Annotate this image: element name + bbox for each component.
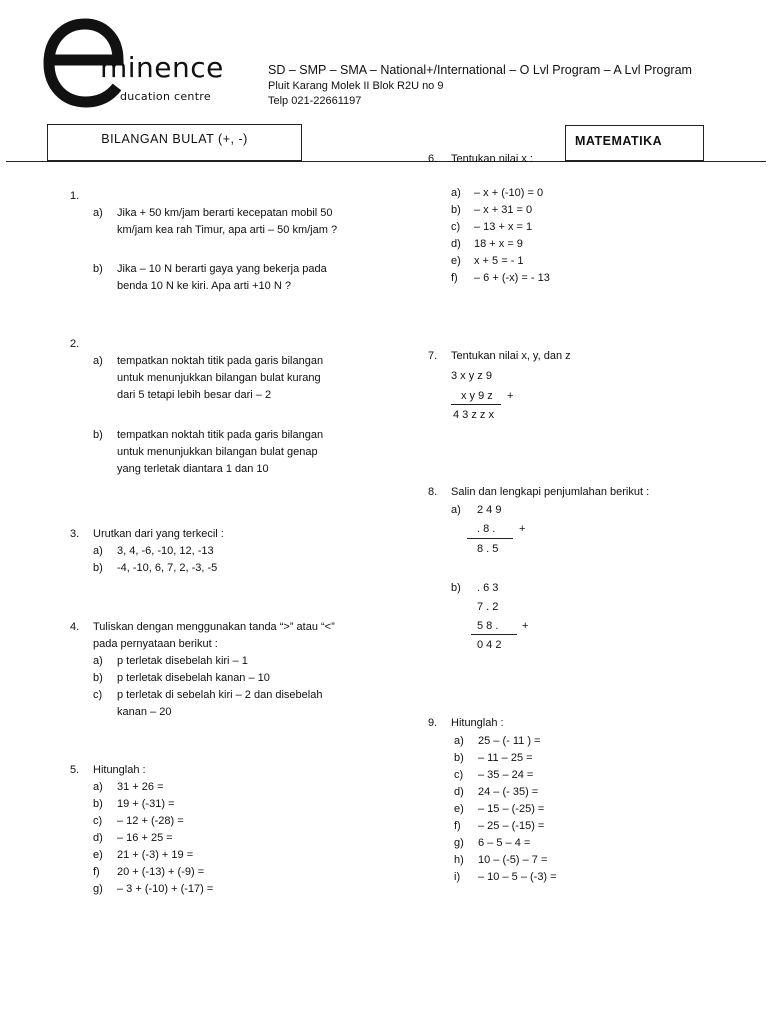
q5f-label: f)	[93, 866, 100, 878]
q9f-text: – 25 – (-15) =	[478, 820, 545, 832]
q5f-text: 20 + (-13) + (-9) =	[117, 866, 205, 878]
q9g-label: g)	[454, 837, 464, 849]
q5g-label: g)	[93, 883, 103, 895]
q7-row2: x y 9 z	[461, 390, 493, 402]
q6b-text: – x + 31 = 0	[474, 204, 533, 216]
q4c-line2: kanan – 20	[117, 706, 172, 718]
q9b-text: – 11 – 25 =	[478, 752, 533, 764]
q4-title-line1: Tuliskan dengan menggunakan tanda “>” atau “<”	[93, 621, 335, 633]
q4b-label: b)	[93, 672, 103, 684]
q5a-text: 31 + 26 =	[117, 781, 164, 793]
q6-number: 6.	[428, 153, 438, 165]
q8a-row1: 2 4 9	[477, 504, 502, 516]
q8-title: Salin dan lengkapi penjumlahan berikut :	[451, 486, 650, 498]
q8b-row3: 5 8 .	[477, 620, 499, 632]
q4-number: 4.	[70, 621, 80, 633]
q7-result: 4 3 z z x	[453, 409, 494, 421]
q6d-label: d)	[451, 238, 461, 250]
q8b-sum-line	[471, 634, 517, 635]
q4c-label: c)	[93, 689, 103, 701]
logo-subtitle: ducation centre	[120, 90, 211, 103]
q5e-text: 21 + (-3) + 19 =	[117, 849, 194, 861]
subject-title: MATEMATIKA	[575, 134, 663, 148]
q1a-label: a)	[93, 207, 103, 219]
q9e-text: – 15 – (-25) =	[478, 803, 545, 815]
q8b-label: b)	[451, 582, 461, 594]
q9d-label: d)	[454, 786, 464, 798]
q4a-label: a)	[93, 655, 103, 667]
q5-title: Hitunglah :	[93, 764, 146, 776]
q9i-label: i)	[454, 871, 461, 883]
q5d-text: – 16 + 25 =	[117, 832, 173, 844]
q5c-label: c)	[93, 815, 103, 827]
q5g-text: – 3 + (-10) + (-17) =	[117, 883, 214, 895]
q2b-line3: yang terletak diantara 1 dan 10	[117, 463, 269, 475]
q4-title-line2: pada pernyataan berikut :	[93, 638, 218, 650]
q2a-line3: dari 5 tetapi lebih besar dari – 2	[117, 389, 272, 401]
q8b-row1: . 6 3	[477, 582, 499, 594]
q7-sum-line	[451, 404, 501, 405]
q7-number: 7.	[428, 350, 438, 362]
q1a-line2: km/jam kea rah Timur, apa arti – 50 km/jam ?	[117, 224, 338, 236]
phone-line: Telp 021-22661197	[268, 95, 362, 107]
q6c-label: c)	[451, 221, 461, 233]
q8a-sum-line	[467, 538, 513, 539]
subject-box	[565, 125, 704, 161]
q4c-line1: p terletak di sebelah kiri – 2 dan disebelah	[117, 689, 323, 701]
q9f-label: f)	[454, 820, 461, 832]
q3a-text: 3, 4, -6, -10, 12, -13	[117, 545, 214, 557]
q9e-label: e)	[454, 803, 464, 815]
q1b-label: b)	[93, 263, 103, 275]
q6a-text: – x + (-10) = 0	[474, 187, 544, 199]
topic-title: BILANGAN BULAT (+, -)	[101, 132, 248, 146]
q6b-label: b)	[451, 204, 461, 216]
q5b-text: 19 + (-31) =	[117, 798, 175, 810]
q3b-text: -4, -10, 6, 7, 2, -3, -5	[117, 562, 218, 574]
q6-title: Tentukan nilai x :	[451, 153, 533, 165]
q6f-text: – 6 + (-x) = - 13	[474, 272, 550, 284]
q2a-line2: untuk menunjukkan bilangan bulat kurang	[117, 372, 321, 384]
q1a-line1: Jika + 50 km/jam berarti kecepatan mobil 50	[117, 207, 333, 219]
q9g-text: 6 – 5 – 4 =	[478, 837, 531, 849]
q3-title: Urutkan dari yang terkecil :	[93, 528, 224, 540]
q9h-text: 10 – (-5) – 7 =	[478, 854, 548, 866]
header-divider	[6, 161, 766, 162]
q8-number: 8.	[428, 486, 438, 498]
logo-wordmark: minence	[100, 51, 224, 84]
q8b-result: 0 4 2	[477, 639, 502, 651]
q8b-row2: 7 . 2	[477, 601, 499, 613]
q7-plus-sign: +	[507, 390, 514, 402]
q6e-label: e)	[451, 255, 461, 267]
q4b-text: p terletak disebelah kanan – 10	[117, 672, 270, 684]
q5b-label: b)	[93, 798, 103, 810]
q9-number: 9.	[428, 717, 438, 729]
q5d-label: d)	[93, 832, 103, 844]
q2-number: 2.	[70, 338, 80, 350]
q3a-label: a)	[93, 545, 103, 557]
q2a-line1: tempatkan noktah titik pada garis bilangan	[117, 355, 324, 367]
q1b-line2: benda 10 N ke kiri. Apa arti +10 N ?	[117, 280, 291, 292]
q7-row1: 3 x y z 9	[451, 370, 492, 382]
q9c-label: c)	[454, 769, 464, 781]
q2b-label: b)	[93, 429, 103, 441]
q2a-label: a)	[93, 355, 103, 367]
address-line: Pluit Karang Molek II Blok R2U no 9	[268, 80, 444, 92]
q8a-plus-sign: +	[519, 523, 526, 535]
q9c-text: – 35 – 24 =	[478, 769, 534, 781]
q9h-label: h)	[454, 854, 464, 866]
programs-line: SD – SMP – SMA – National+/International – O Lvl Program – A Lvl Program	[268, 63, 692, 77]
q5c-text: – 12 + (-28) =	[117, 815, 184, 827]
q8a-row2: . 8 .	[477, 523, 496, 535]
q6e-text: x + 5 = - 1	[474, 255, 524, 267]
q8a-result: 8 . 5	[477, 543, 499, 555]
q6a-label: a)	[451, 187, 461, 199]
q5-number: 5.	[70, 764, 80, 776]
q6d-text: 18 + x = 9	[474, 238, 523, 250]
q5a-label: a)	[93, 781, 103, 793]
q7-title: Tentukan nilai x, y, dan z	[451, 350, 571, 362]
q4a-text: p terletak disebelah kiri – 1	[117, 655, 248, 667]
q1-number: 1.	[70, 190, 80, 202]
q6f-label: f)	[451, 272, 458, 284]
q9d-text: 24 – (- 35) =	[478, 786, 539, 798]
q1b-line1: Jika – 10 N berarti gaya yang bekerja pada	[117, 263, 327, 275]
q8b-plus-sign: +	[522, 620, 529, 632]
q9b-label: b)	[454, 752, 464, 764]
q5e-label: e)	[93, 849, 103, 861]
q9a-text: 25 – (- 11 ) =	[478, 735, 541, 747]
q3-number: 3.	[70, 528, 80, 540]
q9i-text: – 10 – 5 – (-3) =	[478, 871, 557, 883]
q3b-label: b)	[93, 562, 103, 574]
q6c-text: – 13 + x = 1	[474, 221, 533, 233]
q2b-line1: tempatkan noktah titik pada garis bilangan	[117, 429, 324, 441]
topic-box	[47, 124, 302, 161]
q2b-line2: untuk menunjukkan bilangan bulat genap	[117, 446, 318, 458]
q9-title: Hitunglah :	[451, 717, 504, 729]
q9a-label: a)	[454, 735, 464, 747]
q8a-label: a)	[451, 504, 461, 516]
